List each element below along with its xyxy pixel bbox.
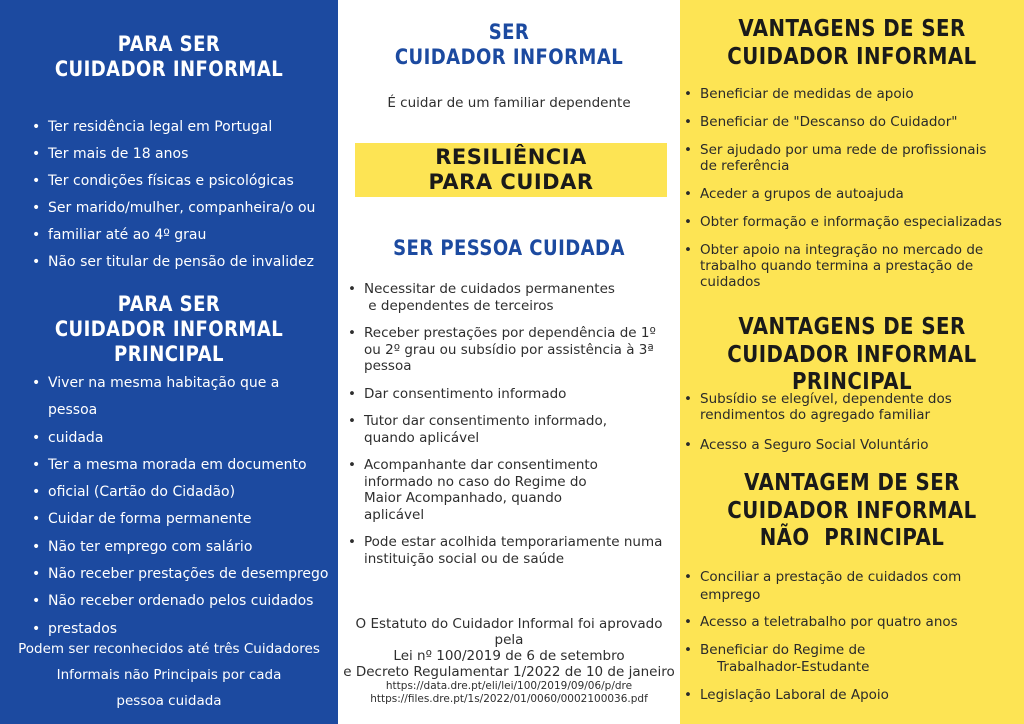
list-item — [346, 325, 676, 375]
list-item — [682, 391, 1018, 423]
heading-line: SER — [488, 20, 530, 44]
note-line: Podem ser reconhecidos até três Cuidadores — [18, 641, 320, 657]
heading-para-ser-cuidador-principal — [24, 292, 315, 368]
list-line: • Aceder a grupos de autoajuda — [700, 186, 904, 202]
list-line: • Acesso a Seguro Social Voluntário — [700, 437, 929, 453]
list-line: • Beneficiar de medidas de apoio — [700, 86, 914, 102]
heading-line: VANTAGENS DE SER — [738, 16, 966, 42]
list-line: • Ser ajudado por uma rede de profissionais — [700, 142, 987, 158]
list-line: cuidados — [700, 274, 761, 290]
list-item — [682, 242, 1018, 290]
list-item: • oficial (Cartão do Cidadão) — [30, 479, 330, 506]
list-item: • Não ter emprego com salário — [30, 534, 330, 561]
list-line: • Beneficiar de "Descanso do Cuidador" — [700, 114, 958, 130]
list-item — [682, 86, 1018, 102]
list-line: ou 2º grau ou subsídio por assistência à 3ª — [364, 341, 654, 358]
list-item: • familiar até ao 4º grau — [30, 222, 330, 249]
list-item: • Ter mais de 18 anos — [30, 141, 330, 168]
list-line: • Obter apoio na integração no mercado de — [700, 242, 984, 258]
heading-line: CUIDADOR INFORMAL — [727, 497, 977, 524]
footer-line: O Estatuto do Cuidador Informal foi aprovado — [355, 616, 663, 632]
heading-ser-cuidador-informal — [362, 20, 656, 70]
right-panel — [680, 0, 1024, 724]
heading-line: CUIDADOR INFORMAL — [727, 43, 977, 70]
list-item: • Ter a mesma morada em documento — [30, 452, 330, 479]
heading-line: CUIDADOR INFORMAL PRINCIPAL — [54, 317, 284, 367]
footer-line: Lei nº 100/2019 de 6 de setembro — [393, 648, 625, 664]
footer-line: e Decreto Regulamentar 1/2022 de 10 de janeiro — [343, 664, 675, 680]
note-text — [14, 636, 324, 714]
list-item — [682, 642, 1018, 677]
footer-line: pela — [494, 632, 524, 648]
heading-line: VANTAGEM DE SER — [744, 470, 960, 496]
left-panel — [0, 0, 338, 724]
banner-line: PARA CUIDAR — [428, 170, 594, 194]
resilience-banner — [355, 143, 667, 197]
list-line: quando aplicável — [364, 429, 480, 446]
advantages-list — [682, 86, 1018, 302]
list-line: trabalho quando termina a prestação de — [700, 258, 974, 274]
heading-line: VANTAGENS DE SER — [738, 314, 966, 340]
list-line: • Receber prestações por dependência de 1º — [364, 325, 656, 341]
list-item — [682, 186, 1018, 202]
list-line: aplicável — [364, 506, 425, 523]
note-line: Informais não Principais por cada — [56, 667, 282, 683]
list-item — [682, 114, 1018, 130]
non-principal-advantages-list — [682, 569, 1018, 714]
list-item: • Não receber ordenado pelos cuidados — [30, 588, 330, 615]
heading-line: PARA SER — [117, 32, 221, 56]
list-line: emprego — [700, 586, 761, 603]
list-line: pessoa — [364, 358, 412, 374]
list-line: rendimentos do agregado familiar — [700, 407, 931, 423]
heading-line: CUIDADOR INFORMAL — [394, 45, 624, 70]
list-line: • Tutor dar consentimento informado, — [364, 413, 608, 429]
list-line: • Acompanhante dar consentimento — [364, 457, 598, 473]
principal-advantages-list — [682, 391, 1018, 467]
list-line: instituição social ou de saúde — [364, 550, 565, 567]
list-line: • Obter formação e informação especializadas — [700, 214, 1002, 230]
list-line: de referência — [700, 158, 790, 174]
list-item — [346, 457, 676, 523]
list-line: • Conciliar a prestação de cuidados com — [700, 569, 962, 585]
list-item — [346, 413, 676, 446]
list-item — [346, 281, 676, 314]
list-line: • Beneficiar do Regime de — [700, 641, 866, 658]
list-line: • Acesso a teletrabalho por quatro anos — [700, 614, 958, 630]
list-item — [682, 142, 1018, 174]
list-line: • Dar consentimento informado — [364, 385, 567, 402]
list-item: • Viver na mesma habitação que a pessoa — [30, 370, 330, 425]
heading-line: CUIDADOR INFORMAL — [54, 57, 284, 82]
heading-vantagens-cuidador-principal — [704, 314, 1000, 397]
list-item: • Ter residência legal em Portugal — [30, 114, 330, 141]
list-item — [682, 687, 1018, 705]
requirements-list — [30, 114, 330, 276]
banner-line: RESILIÊNCIA — [435, 145, 587, 169]
heading-line: SER PESSOA CUIDADA — [393, 236, 625, 260]
law-link[interactable]: https://data.dre.pt/eli/lei/100/2019/09/06/p/dre — [385, 680, 633, 692]
list-item: • Não receber prestações de desemprego — [30, 561, 330, 588]
note-line: pessoa cuidada — [116, 693, 222, 709]
list-item: • cuidada — [30, 425, 330, 452]
heading-line: CUIDADOR INFORMAL PRINCIPAL — [727, 341, 977, 396]
list-item: • Ser marido/mulher, companheira/o ou — [30, 195, 330, 222]
heading-ser-pessoa-cuidada — [362, 236, 656, 261]
list-line: informado no caso do Regime do — [364, 473, 587, 490]
heading-line: PARA SER — [117, 292, 221, 316]
list-item — [682, 437, 1018, 453]
list-item — [346, 386, 676, 403]
cared-person-list — [346, 281, 676, 578]
list-item: • prestados — [30, 616, 330, 643]
legal-footer — [338, 616, 680, 706]
heading-vantagem-nao-principal — [704, 470, 1000, 553]
heading-vantagens-cuidador-informal — [704, 16, 1000, 71]
list-line: Trabalhador-Estudante — [700, 659, 870, 675]
subtitle: É cuidar de um familiar dependente — [387, 95, 631, 111]
list-line: • Necessitar de cuidados permanentes — [364, 281, 615, 297]
list-line: e dependentes de terceiros — [364, 297, 554, 314]
middle-panel — [338, 0, 680, 724]
list-item — [682, 214, 1018, 230]
list-item — [682, 569, 1018, 604]
list-item: • Cuidar de forma permanente — [30, 506, 330, 533]
list-item — [682, 614, 1018, 632]
list-item: • Não ser titular de pensão de invalidez — [30, 249, 330, 276]
heading-line: NÃO PRINCIPAL — [759, 525, 945, 552]
list-line: Maior Acompanhado, quando — [364, 490, 563, 506]
list-item: • Ter condições físicas e psicológicas — [30, 168, 330, 195]
list-line: • Legislação Laboral de Apoio — [700, 686, 889, 703]
list-line: • Subsídio se elegível, dependente dos — [700, 391, 952, 407]
list-item — [346, 534, 676, 567]
principal-requirements-list — [30, 370, 330, 643]
heading-para-ser-cuidador-informal — [24, 32, 315, 82]
list-line: • Pode estar acolhida temporariamente numa — [364, 534, 663, 550]
decree-link[interactable]: https://files.dre.pt/1s/2022/01/0060/0002100036.pdf — [370, 693, 648, 705]
